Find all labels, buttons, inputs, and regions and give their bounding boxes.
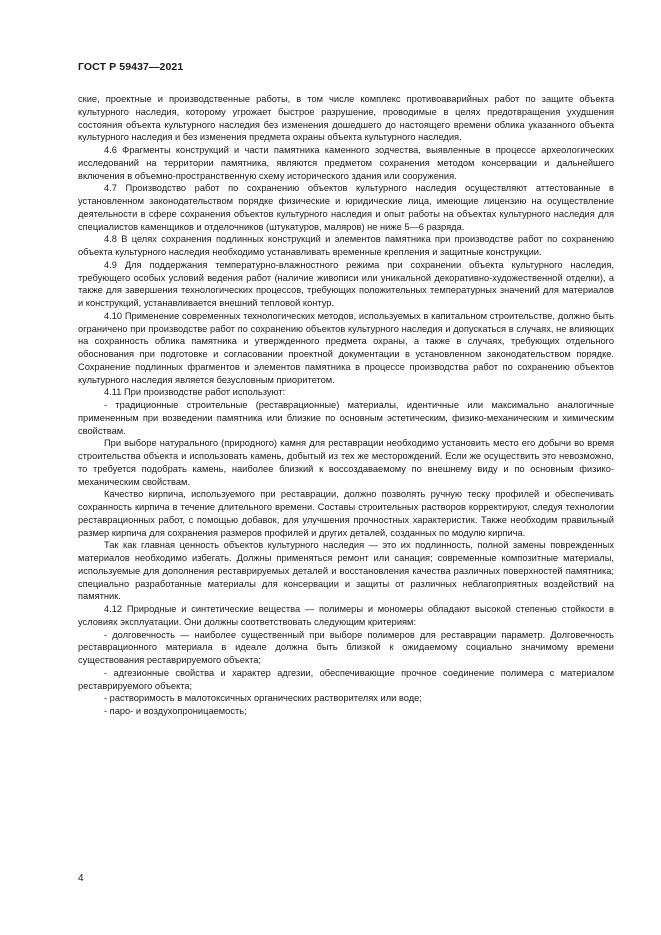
document-body bbox=[78, 93, 614, 718]
paragraph-4-12: 4.12 Природные и синтетические вещества — полимеры и мономеры обладают высокой степенью стойкости в условиях эксплуатации. Они должны соответствовать следующим критериям: bbox=[78, 604, 614, 627]
paragraph-continuation: ские, проектные и производственные работы, в том числе комплекс противоаварийных работ по защите объекта культурного наследия, которому угрожает быстрое разрушение, проводимые в целях предотвращения ухудшения состояния объекта культурного наследия без изменения дошедшего до настоящего времени облика указанного объекта культурного наследия и без изменения предмета охраны объекта культурного наследия. bbox=[78, 94, 614, 143]
paragraph-authenticity: Так как главная ценность объектов культурного наследия — это их подлинность, полной замены поврежденных материалов необходимо избегать. Должны применяться ремонт или санация; современные композитные материалы, используемые для дополнения реставрируемых деталей и восстановления качества различных поверхностей памятника; специально разработанные материалы для консервации и защиты от различных неблагоприятных воздействий на памятник. bbox=[78, 540, 614, 602]
list-item-durability: - долговечность — наиболее существенный при выборе полимеров для реставрации параметр. Долговечность реставрационного материала в идеале должна быть близкой к ожидаемому социально значимому времени существования реставрируемого объекта; bbox=[78, 629, 614, 665]
paragraph-4-8: 4.8 В целях сохранения подлинных конструкций и элементов памятника при производстве работ по сохранению объекта культурного наследия необходимо устанавливать временные крепления и защитные конструкции. bbox=[78, 234, 614, 257]
list-item-solubility: - растворимость в малотоксичных органических растворителях или воде; bbox=[104, 693, 422, 704]
paragraph-brick-quality: Качество кирпича, используемого при реставрации, должно позволять ручную теску профилей и обеспечивать сохранность кирпича в течение длительного времени. Составы строительных растворов корректируют, следуя технологии реставрационных работ, с помощью добавок, для улучшения прочностных характеристик. Также необходим правильный размер кирпича для сохранения размеров профилей и других деталей, созданных по модулю кирпича. bbox=[78, 489, 614, 538]
page-number: 4 bbox=[78, 873, 84, 884]
paragraph-4-6: 4.6 Фрагменты конструкций и части памятника каменного зодчества, выявленные в процессе археологических исследований на территории памятника, являются предметом сохранения методом консервации и дальнейшего включения в объемно-пространственную схему исторического здания или сооружения. bbox=[78, 145, 614, 181]
paragraph-4-10: 4.10 Применение современных технологических методов, используемых в капитальном строительстве, должно быть ограничено при производстве работ по сохранению объектов культурного наследия и допускаться в случаях, не влияющих на сохранность облика памятника и утвержденного предмета охраны, а также в случаях, требующих отдельного обоснования при подготовке и согласовании проектной документации в установленном законодательством порядке. Сохранение подлинных фрагментов и элементов памятника в процессе производства работ по сохранению объектов культурного наследия является безусловным приоритетом. bbox=[78, 310, 614, 385]
paragraph-4-9: 4.9 Для поддержания температурно-влажностного режима при сохранении объекта культурного наследия, требующего особых условий ведения работ (наличие живописи или уникальной декоративно-художественной отделки), а также для завершения технологических процессов, требующих положительных температурных значений для материалов и конструкций, устанавливается внешний тепловой контур. bbox=[78, 259, 614, 308]
document-header: ГОСТ Р 59437—2021 bbox=[78, 61, 184, 73]
paragraph-4-11: 4.11 При производстве работ используют: bbox=[104, 387, 286, 398]
paragraph-4-7: 4.7 Производство работ по сохранению объектов культурного наследия осуществляют аттестованные в установленном законодательством порядке физические и юридические лица, имеющие лицензию на осуществление деятельности в сфере сохранения объектов культурного наследия и опыт работы на объектах культурного наследия для специалистов каменщиков и отделочников (штукатуров, маляров) не ниже 5—6 разряда. bbox=[78, 183, 614, 232]
list-item-materials: - традиционные строительные (реставрационные) материалы, идентичные или максимально аналогичные примененным при возведении памятника или близкие по основным эстетическим, физико-механическим и химическим свойствам. bbox=[78, 400, 614, 436]
list-item-adhesion: - адгезионные свойства и характер адгезии, обеспечивающие прочное соединение полимера с материалом реставрируемого объекта; bbox=[78, 667, 614, 691]
paragraph-natural-stone: При выборе натурального (природного) камня для реставрации необходимо установить место его добычи во время строительства объекта и использовать камень, добытый из тех же месторождений. Если же осуществить это невозможно, то требуется подобрать камень, наиболее близкий к воссоздаваемому по внешнему виду и по основным физико-механическим свойствам. bbox=[78, 438, 614, 487]
list-item-permeability: - паро- и воздухопроницаемость; bbox=[104, 706, 247, 716]
